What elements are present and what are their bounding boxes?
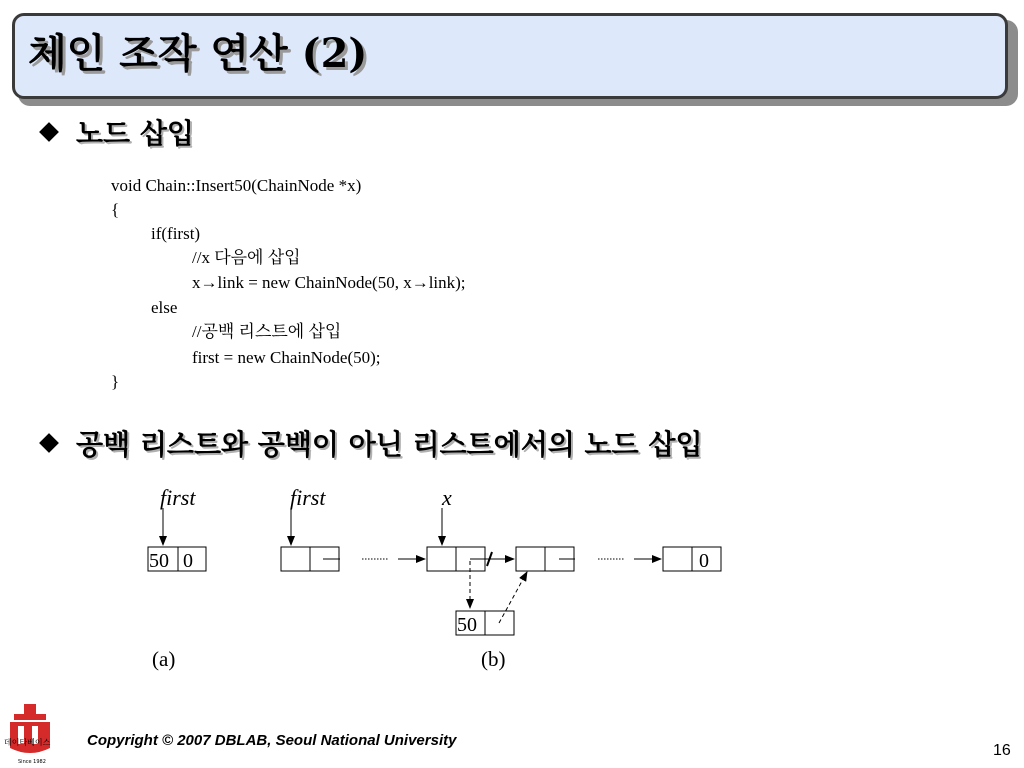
node-a-data: 50 bbox=[149, 550, 169, 572]
logo-text: 데이타베이스 bbox=[4, 738, 51, 747]
bullet-list-insert: 공백 리스트와 공백이 아닌 리스트에서의 노드 삽입 bbox=[76, 428, 703, 461]
code-line: { bbox=[111, 200, 120, 219]
label-x: x bbox=[442, 485, 452, 510]
footer-copyright: Copyright © 2007 DBLAB, Seoul National University bbox=[87, 732, 457, 749]
label-first-a: first bbox=[160, 485, 196, 510]
code-line: //공백 리스트에 삽입 bbox=[192, 322, 342, 341]
new-node-data: 50 bbox=[457, 614, 477, 636]
code-line: //x 다음에 삽입 bbox=[192, 248, 301, 267]
logo-since: Since 1982 bbox=[18, 759, 46, 765]
code-line: x→link = new ChainNode(50, x→link); bbox=[192, 273, 466, 292]
node-a-link: 0 bbox=[183, 550, 193, 572]
page-number: 16 bbox=[993, 742, 1011, 759]
caption-a: (a) bbox=[152, 647, 176, 671]
caption-b: (b) bbox=[481, 647, 506, 671]
code-line: void Chain::Insert50(ChainNode *x) bbox=[111, 176, 362, 195]
last-node-link: 0 bbox=[699, 550, 709, 572]
slide-title-number: (2) bbox=[301, 30, 368, 77]
bullet-node-insert: 노드 삽입 bbox=[76, 117, 194, 150]
label-first-b: first bbox=[290, 485, 326, 510]
code-line: first = new ChainNode(50); bbox=[192, 348, 381, 367]
code-line: else bbox=[151, 298, 178, 317]
code-line: } bbox=[111, 372, 120, 391]
code-line: if(first) bbox=[151, 224, 201, 243]
slide-title-korean: 체인 조작 연산 bbox=[28, 31, 288, 77]
dblab-logo-icon bbox=[0, 700, 80, 768]
